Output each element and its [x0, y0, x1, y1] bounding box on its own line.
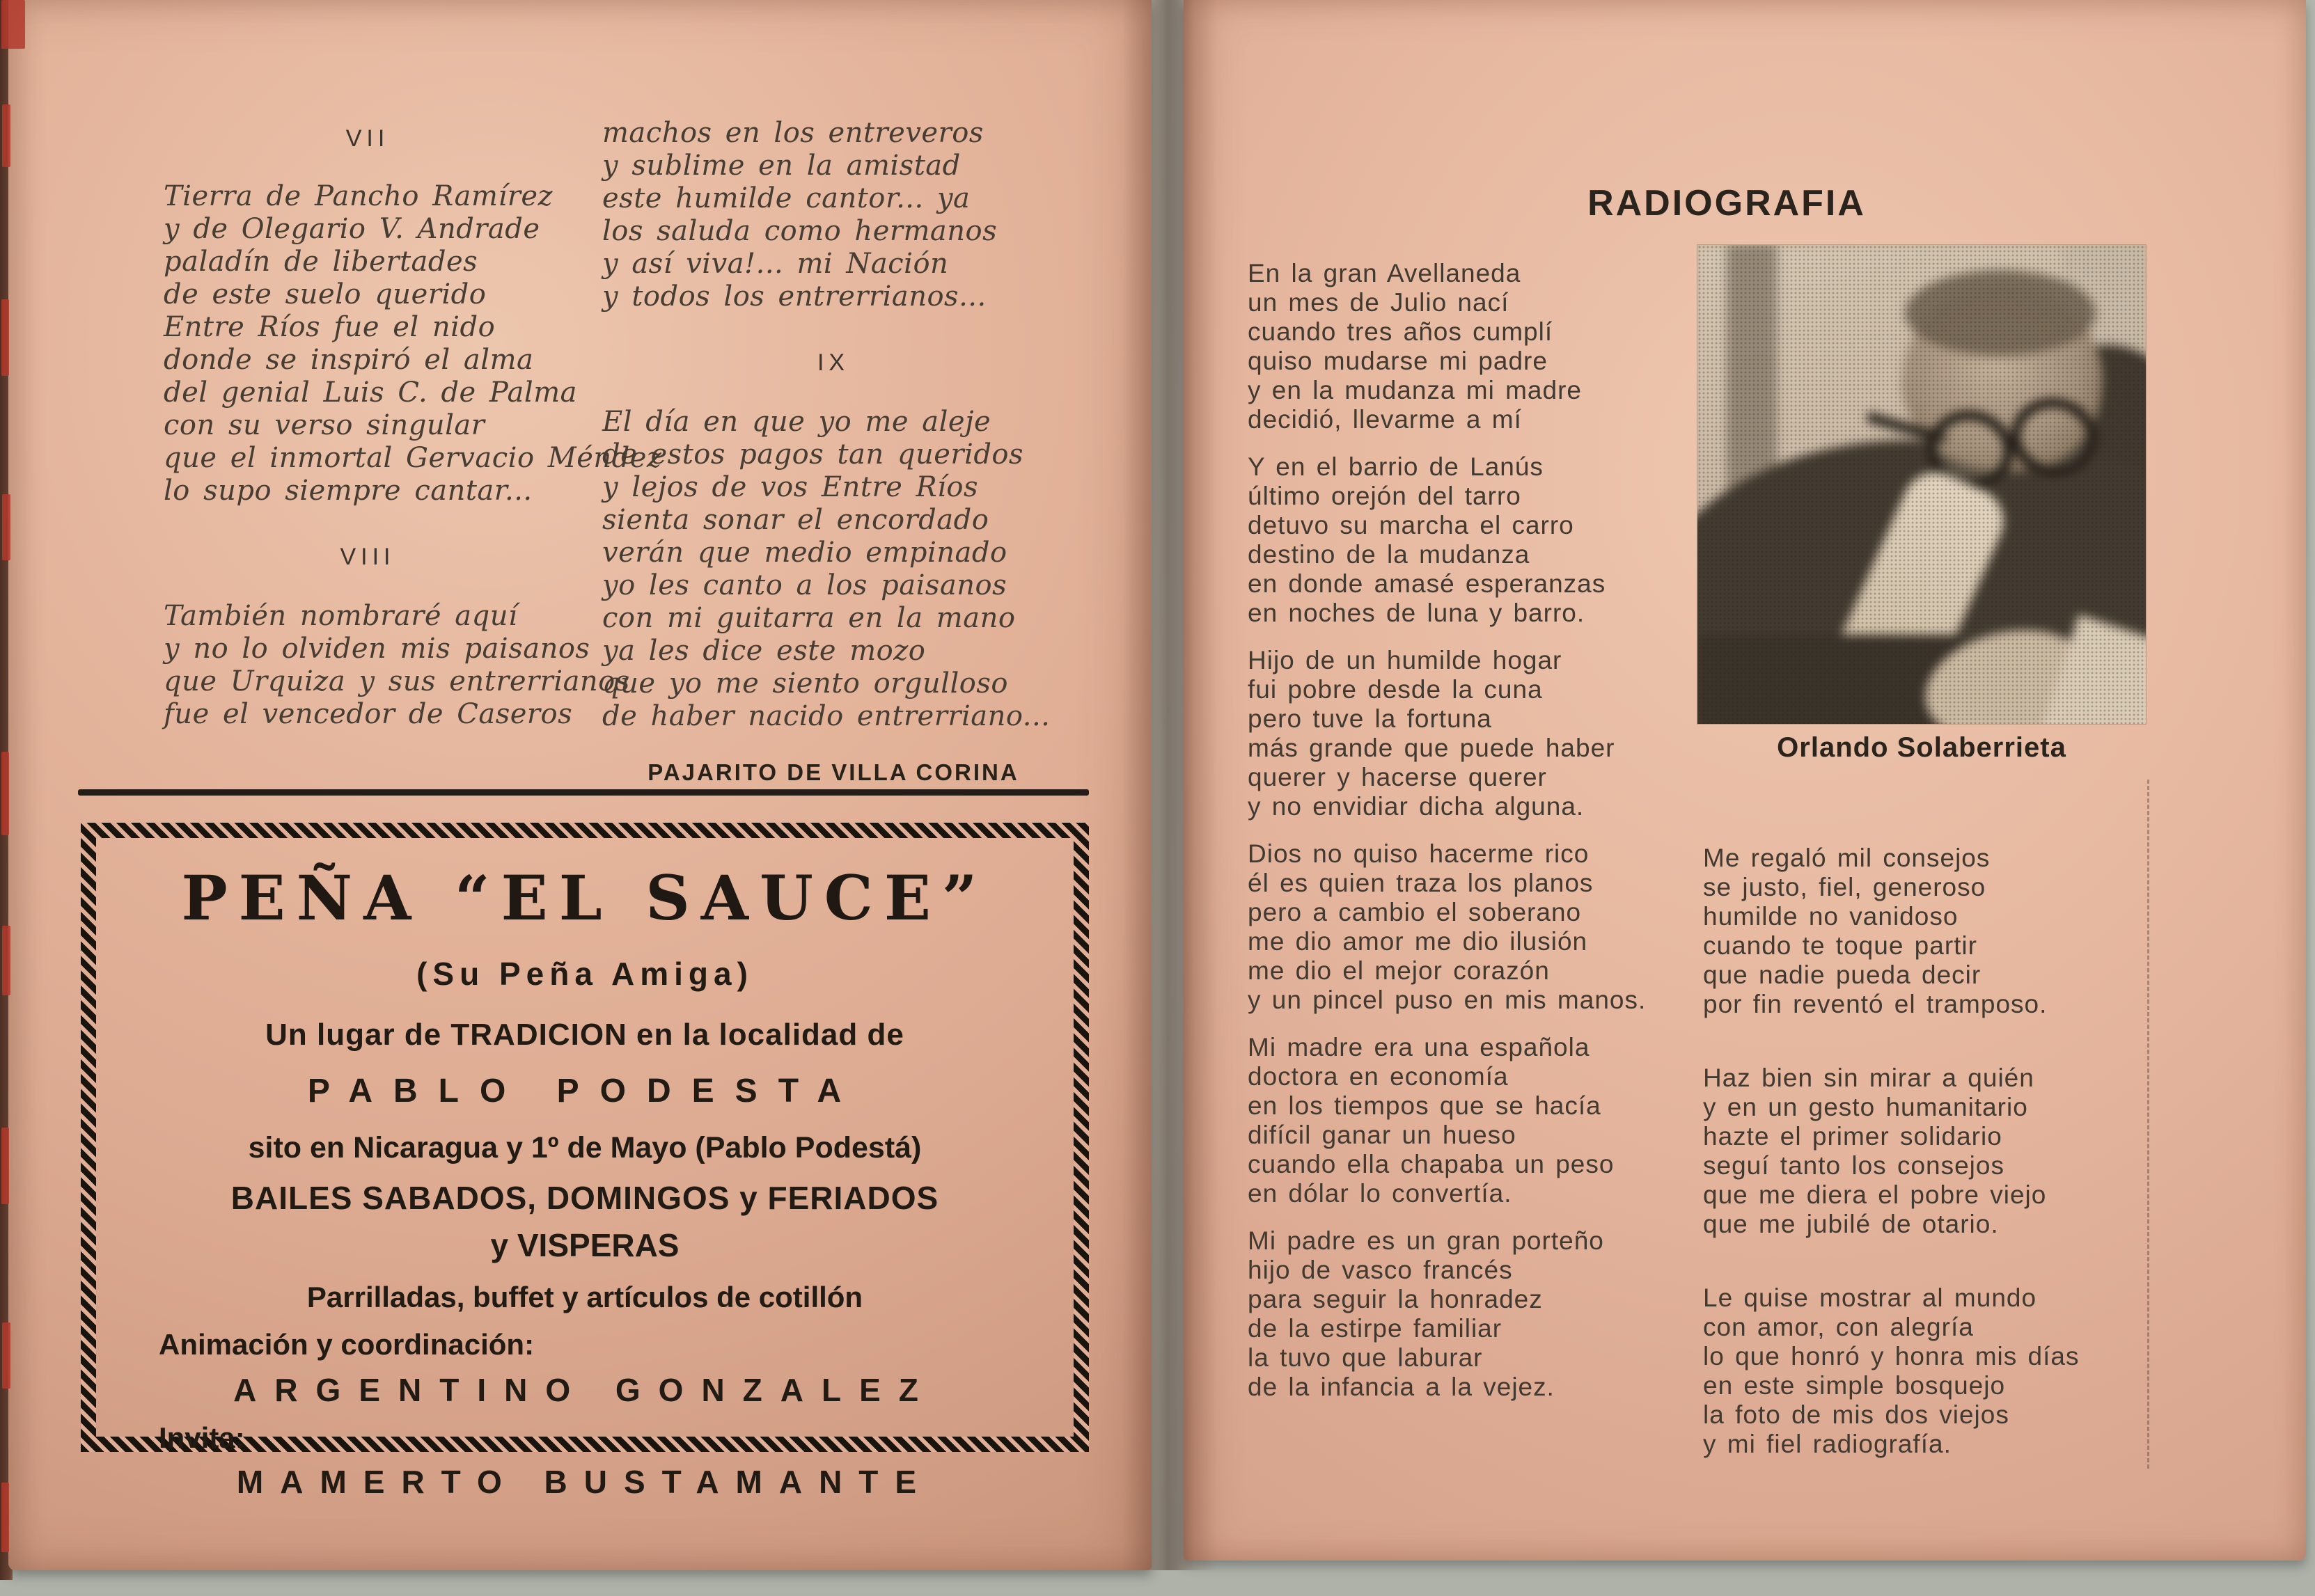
poem-line: que nadie pueda decir: [1703, 961, 1982, 989]
poem-line: más grande que puede haber: [1248, 734, 1615, 762]
poem-line: Haz bien sin mirar a quién: [1703, 1064, 2034, 1092]
poem-line: Le quise mostrar al mundo: [1703, 1283, 2037, 1312]
poem-line: querer y hacerse querer: [1248, 763, 1547, 791]
poem-line: y en la mudanza mi madre: [1248, 376, 1582, 404]
ad-inviter-name: MAMERTO BUSTAMANTE: [236, 1464, 934, 1500]
poem-line: destino de la mudanza: [1248, 540, 1530, 569]
ad-coordinator-name: ARGENTINO GONZALEZ: [233, 1372, 936, 1408]
stanza-vii: [164, 180, 662, 507]
stanza: [1248, 646, 1707, 821]
portrait-photo: [1697, 245, 2146, 724]
poem-line: También nombraré aquí: [164, 600, 518, 632]
stanza: [1703, 1283, 2190, 1459]
poem-line: sienta sonar el encordado: [602, 504, 989, 536]
poem-line: decidió, llevarme a mí: [1248, 405, 1522, 434]
poem-line: que Urquiza y sus entrerrianos: [164, 665, 630, 697]
poem-line: de este suelo querido: [164, 278, 487, 310]
red-edge-mark: [1, 752, 9, 835]
poem-line: y lejos de vos Entre Ríos: [602, 471, 978, 503]
poem-line: y mi fiel radiografía.: [1703, 1430, 1952, 1458]
poem-line: en dólar lo convertía.: [1248, 1179, 1512, 1208]
poem-line: cuando tres años cumplí: [1248, 317, 1553, 346]
poem-line: El día en que yo me aleje: [602, 406, 991, 438]
poem-line: fue el vencedor de Caseros: [164, 698, 573, 730]
right-page: [1184, 0, 2306, 1561]
stanza-viii: [164, 600, 630, 731]
red-edge-mark: [2, 926, 10, 995]
poem-line: y en un gesto humanitario: [1703, 1093, 2028, 1121]
ad-invites-label: Invita:: [159, 1421, 245, 1454]
poem-line: y así viva!... mi Nación: [602, 248, 949, 280]
ad-tagline: Un lugar de TRADICION en la localidad de: [265, 1018, 904, 1052]
poem-line: doctora en economía: [1248, 1062, 1509, 1091]
poem-line: para seguir la honradez: [1248, 1285, 1543, 1313]
stanza-heading-viii: VIII: [340, 544, 395, 570]
ad-events-line-2: y VISPERAS: [490, 1227, 680, 1263]
poem-line: pero tuve la fortuna: [1248, 704, 1492, 733]
poem-line: y todos los entrerrianos...: [602, 281, 987, 313]
stanza-heading-ix: IX: [817, 349, 850, 376]
poem-author-signature: PAJARITO DE VILLA CORINA: [648, 759, 1019, 785]
poem-line: quiso mudarse mi padre: [1248, 347, 1548, 375]
poem-line: Dios no quiso hacerme rico: [1248, 839, 1590, 868]
left-page-column-2: [602, 117, 1065, 786]
poem-line: hijo de vasco francés: [1248, 1256, 1513, 1284]
ad-services: Parrilladas, buffet y artículos de cotillón: [306, 1281, 863, 1313]
poem-line: en los tiempos que se hacía: [1248, 1091, 1601, 1120]
poem-line: que yo me siento orgulloso: [602, 667, 1008, 700]
poem-line: se justo, fiel, generoso: [1703, 873, 1986, 901]
poem-line: y no lo olviden mis paisanos: [164, 633, 590, 665]
stanza: [1248, 259, 1707, 434]
left-page: [8, 0, 1152, 1570]
poem-line: en noches de luna y barro.: [1248, 599, 1585, 627]
poem-line: fui pobre desde la cuna: [1248, 675, 1543, 704]
poem-line: este humilde cantor... ya: [602, 182, 971, 214]
poem-line: con amor, con alegría: [1703, 1313, 1974, 1341]
red-edge-mark: [1, 1483, 9, 1552]
poem-line: la tuvo que laburar: [1248, 1343, 1483, 1372]
halftone-overlay: [1697, 245, 2146, 724]
ad-title: PEÑA “EL SAUCE”: [181, 862, 989, 934]
red-edge-mark: [2, 104, 10, 167]
poem-line: Mi madre era una española: [1248, 1033, 1590, 1061]
poem-line: último orejón del tarro: [1248, 482, 1521, 510]
poem-line: con su verso singular: [164, 409, 485, 441]
stanza: [1248, 1226, 1707, 1402]
stanza: [1248, 839, 1707, 1015]
stanza: [1703, 844, 2190, 1019]
poem-line: verán que medio empinado: [602, 537, 1007, 569]
poem-line: donde se inspiró el alma: [164, 344, 534, 376]
poem-line: en este simple bosquejo: [1703, 1371, 2006, 1400]
poem-line: que me diera el pobre viejo: [1703, 1180, 2047, 1209]
poem-line: los saluda como hermanos: [602, 215, 998, 247]
poem-line: Me regaló mil consejos: [1703, 844, 1991, 872]
poem-line: cuando te toque partir: [1703, 931, 1977, 960]
poem-line: ya les dice este mozo: [602, 635, 926, 667]
poem-line: machos en los entreveros: [602, 117, 984, 149]
poem-line: detuvo su marcha el carro: [1248, 511, 1574, 539]
red-edge-mark: [1, 1128, 9, 1204]
right-page-column-2: [1703, 844, 2190, 1503]
poem-line: seguí tanto los consejos: [1703, 1151, 2004, 1180]
ad-coordination-label: Animación y coordinación:: [159, 1328, 535, 1361]
right-page-column-1: [1248, 259, 1707, 1420]
poem-line: paladín de libertades: [164, 246, 478, 278]
stanza-continuation: [602, 117, 1065, 313]
poem-line: él es quien traza los planos: [1248, 869, 1594, 897]
red-edge-mark: [1, 299, 9, 376]
poem-line: lo supo siempre cantar...: [164, 475, 533, 507]
left-page-column-1: [164, 125, 662, 731]
poem-line: yo les canto a los paisanos: [602, 569, 1007, 601]
ad-address: sito en Nicaragua y 1º de Mayo (Pablo Podestá): [248, 1131, 922, 1164]
poem-line: del genial Luis C. de Palma: [164, 377, 577, 409]
poem-line: Tierra de Pancho Ramírez: [164, 180, 554, 212]
poem-line: por fin reventó el tramposo.: [1703, 990, 2048, 1018]
stanza: [1703, 1064, 2190, 1239]
poem-line: y de Olegario V. Andrade: [164, 213, 540, 245]
poem-line: hazte el primer solidario: [1703, 1122, 2002, 1151]
poem-line: un mes de Julio nací: [1248, 288, 1509, 317]
poem-line: Mi padre es un gran porteño: [1248, 1226, 1604, 1255]
poem-line: de la infancia a la vejez.: [1248, 1373, 1555, 1401]
poem-line: Entre Ríos fue el nido: [164, 311, 496, 343]
red-edge-mark: [2, 1322, 10, 1389]
poem-line: y no envidiar dicha alguna.: [1248, 792, 1585, 821]
poem-line: me dio el mejor corazón: [1248, 956, 1550, 985]
section-divider-rule: [78, 789, 1089, 796]
advertisement-content: [96, 838, 1074, 1500]
stanza-ix: [602, 406, 1065, 733]
poem-line: en donde amasé esperanzas: [1248, 569, 1606, 598]
red-edge-mark: [2, 494, 10, 560]
stanza-heading-vii: VII: [345, 125, 390, 152]
poem-line: lo que honró y honra mis días: [1703, 1342, 2080, 1370]
poem-line: de estos pagos tan queridos: [602, 438, 1024, 471]
poem-line: humilde no vanidoso: [1703, 902, 1959, 931]
poem-line: y sublime en la amistad: [602, 150, 961, 182]
stanza: [1248, 452, 1707, 628]
photo-caption: Orlando Solaberrieta: [1777, 732, 2066, 763]
ad-events-line-1: BAILES SABADOS, DOMINGOS y FERIADOS: [230, 1180, 939, 1216]
stanza: [1248, 1033, 1707, 1208]
poem-line: me dio amor me dio ilusión: [1248, 927, 1588, 956]
red-edge-mark: [1, 0, 25, 49]
page-edge-dashed-line: [2147, 780, 2149, 1469]
poem-line: y un pincel puso en mis manos.: [1248, 986, 1647, 1014]
poem-line: que el inmortal Gervacio Méndez: [164, 442, 662, 474]
poem-line: Y en el barrio de Lanús: [1248, 452, 1544, 481]
ad-subtitle: (Su Peña Amiga): [416, 956, 753, 992]
ad-location: PABLO PODESTA: [307, 1073, 863, 1109]
poem-line: de la estirpe familiar: [1248, 1314, 1502, 1343]
poem-line: que me jubilé de otario.: [1703, 1210, 1999, 1238]
poem-line: con mi guitarra en la mano: [602, 602, 1016, 634]
poem-line: cuando ella chapaba un peso: [1248, 1150, 1615, 1178]
poem-line: de haber nacido entrerriano...: [602, 700, 1051, 732]
poem-line: difícil ganar un hueso: [1248, 1121, 1516, 1149]
poem-line: En la gran Avellaneda: [1248, 259, 1521, 287]
page-title: RADIOGRAFIA: [1587, 183, 1866, 223]
poem-line: pero a cambio el soberano: [1248, 898, 1582, 926]
poem-line: la foto de mis dos viejos: [1703, 1400, 2009, 1429]
poem-line: Hijo de un humilde hogar: [1248, 646, 1562, 674]
advertisement-box: [81, 823, 1089, 1500]
